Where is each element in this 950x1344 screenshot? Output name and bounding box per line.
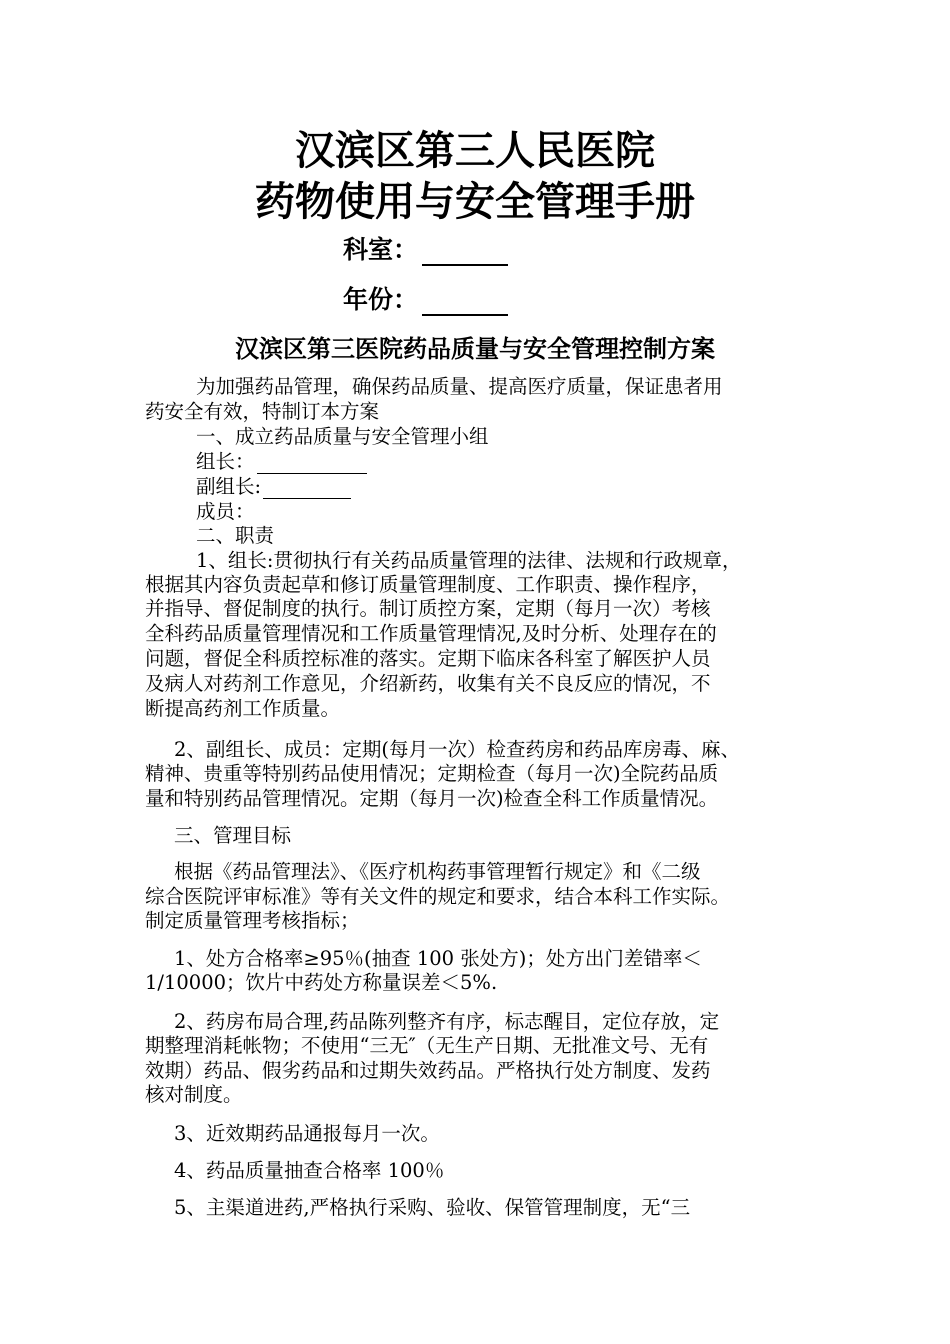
paragraph-line: 根据其内容负责起草和修订质量管理制度、工作职责、操作程序， bbox=[145, 573, 711, 596]
paragraph-line: 精神、贵重等特别药品使用情况；定期检查（每月一次)全院药品质 bbox=[145, 762, 719, 785]
section-heading: 一、成立药品质量与安全管理小组 bbox=[196, 425, 489, 448]
paragraph-line: 综合医院评审标准》等有关文件的规定和要求，结合本科工作实际。 bbox=[145, 885, 731, 908]
paragraph-line: 5、主渠道进药,严格执行采购、验收、保管管理制度，无“三 bbox=[174, 1196, 691, 1219]
vice-leader-blank bbox=[263, 478, 351, 499]
paragraph-line: 1、组长:贯彻执行有关药品质量管理的法律、法规和行政规章， bbox=[196, 549, 742, 572]
paragraph-line: 制定质量管理考核指标； bbox=[145, 909, 360, 932]
paragraph-line: 全科药品质量管理情况和工作质量管理情况,及时分析、处理存在的 bbox=[145, 622, 717, 645]
department-label: 科室： bbox=[343, 235, 419, 264]
manual-title: 药物使用与安全管理手册 bbox=[255, 178, 695, 225]
paragraph-line: 效期）药品、假劣药品和过期失效药品。严格执行处方制度、发药 bbox=[145, 1059, 711, 1082]
leader-blank bbox=[257, 453, 367, 474]
members-label: 成员： bbox=[196, 500, 255, 523]
department-blank bbox=[422, 242, 508, 266]
paragraph-line: 并指导、督促制度的执行。制订质控方案，定期（每月一次）考核 bbox=[145, 597, 711, 620]
department-field bbox=[343, 234, 508, 266]
year-field bbox=[343, 284, 508, 316]
paragraph-line: 2、药房布局合理,药品陈列整齐有序，标志醒目，定位存放，定 bbox=[174, 1010, 720, 1033]
year-label: 年份： bbox=[343, 285, 419, 314]
paragraph-line: 及病人对药剂工作意见，介绍新药，收集有关不良反应的情况，不 bbox=[145, 672, 711, 695]
intro-line: 为加强药品管理，确保药品质量、提高医疗质量，保证患者用 bbox=[196, 375, 723, 398]
paragraph-line: 量和特别药品管理情况。定期（每月一次)检查全科工作质量情况。 bbox=[145, 787, 719, 810]
vice-leader-field bbox=[196, 474, 351, 499]
paragraph-line: 根据《药品管理法》、《医疗机构药事管理暂行规定》和《二级 bbox=[174, 860, 701, 883]
section-heading: 二、职责 bbox=[196, 524, 275, 547]
leader-field bbox=[196, 449, 367, 474]
section-heading: 三、管理目标 bbox=[174, 824, 292, 847]
paragraph-line: 4、药品质量抽查合格率 100％ bbox=[174, 1159, 445, 1182]
paragraph-line: 1、处方合格率≥95％(抽查 100 张处方)；处方出门差错率＜ bbox=[174, 947, 702, 970]
leader-label: 组长： bbox=[196, 450, 255, 473]
plan-title: 汉滨区第三医院药品质量与安全管理控制方案 bbox=[235, 335, 715, 363]
paragraph-line: 2、副组长、成员：定期(每月一次）检查药房和药品库房毒、麻、 bbox=[174, 738, 741, 761]
paragraph-line: 期整理消耗帐物；不使用“三无″（无生产日期、无批准文号、无有 bbox=[145, 1034, 709, 1057]
paragraph-line: 问题，督促全科质控标准的落实。定期下临床各科室了解医护人员 bbox=[145, 647, 711, 670]
paragraph-line: 断提高药剂工作质量。 bbox=[145, 697, 341, 720]
paragraph-line: 1/10000；饮片中药处方称量误差＜5%. bbox=[145, 971, 498, 994]
paragraph-line: 3、近效期药品通报每月一次。 bbox=[174, 1122, 440, 1145]
year-blank bbox=[422, 292, 508, 316]
vice-leader-label: 副组长: bbox=[196, 475, 262, 498]
paragraph-line: 核对制度。 bbox=[145, 1083, 243, 1106]
intro-line: 药安全有效，特制订本方案 bbox=[145, 400, 380, 423]
hospital-name-title: 汉滨区第三人民医院 bbox=[295, 127, 655, 174]
